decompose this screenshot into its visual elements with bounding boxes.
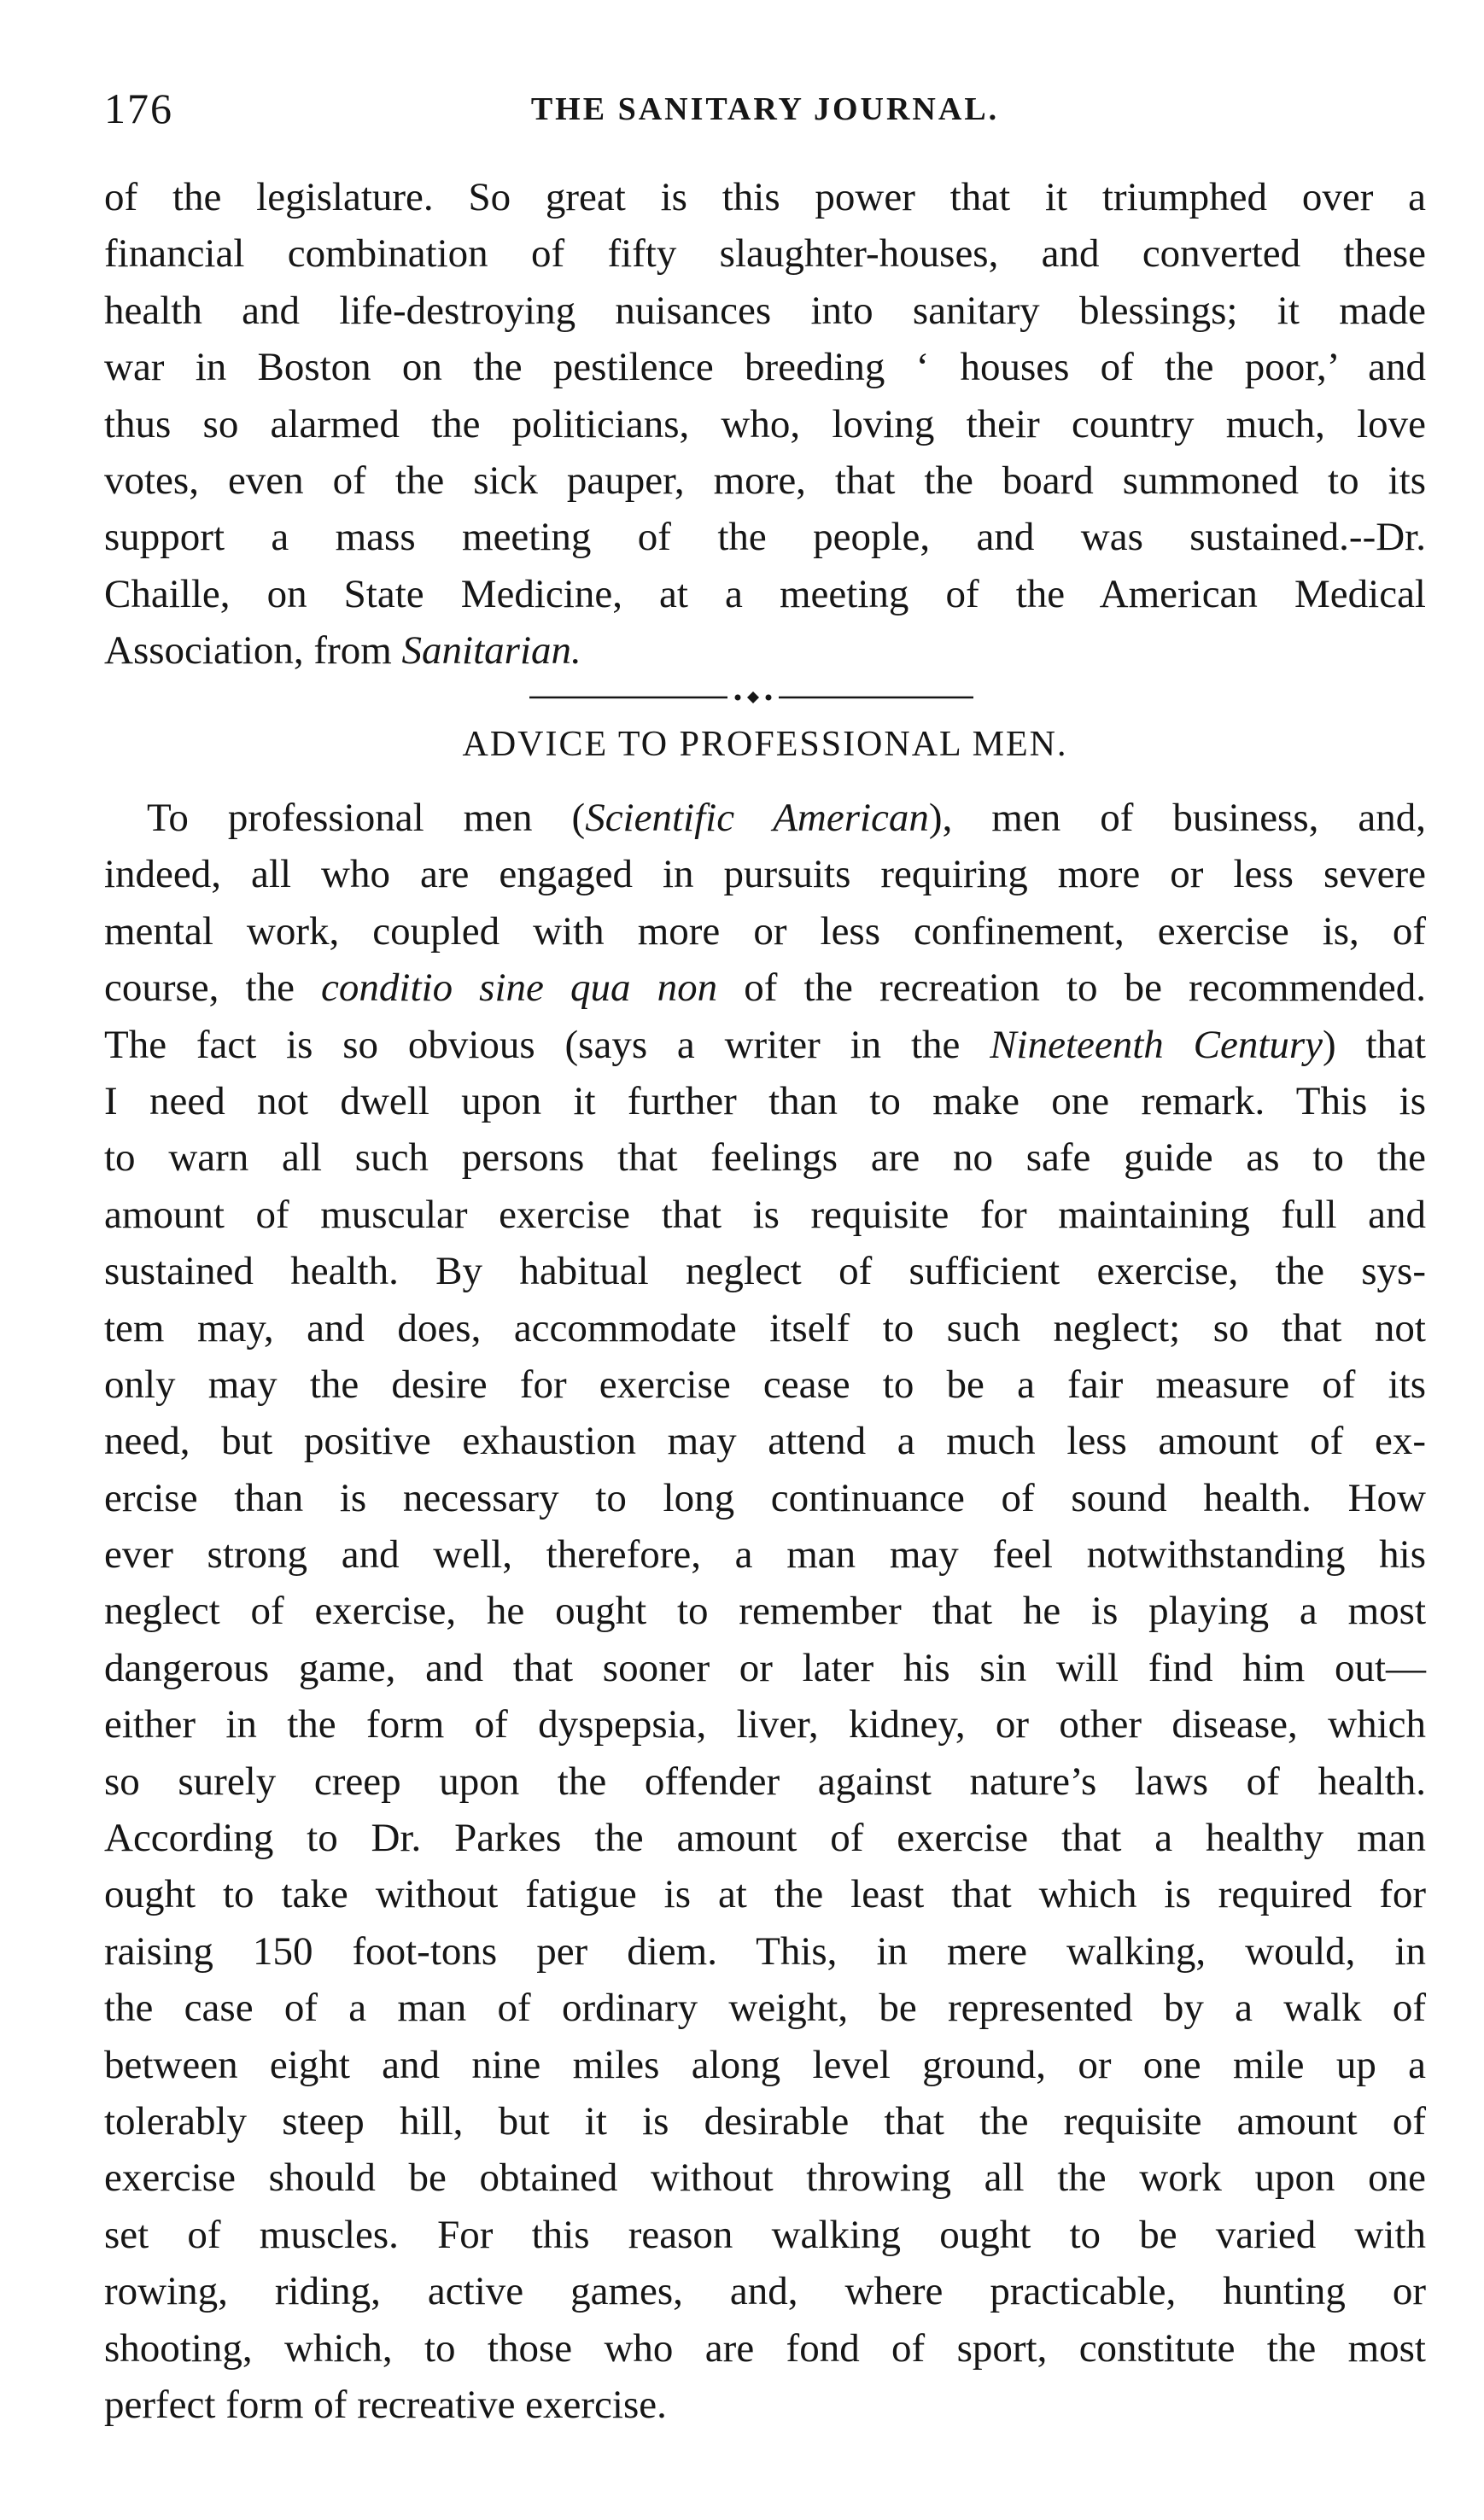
paragraph-line: To professional men (Scientific American), men of business, and, [147,796,1426,840]
paragraph-line: dangerous game, and that sooner or later his sin will find him out— [104,1645,1426,1690]
section-heading: ADVICE TO PROFESSIONAL MEN. [462,725,1068,764]
paragraph-line: ercise than is necessary to long continuance of sound health. How [104,1475,1426,1520]
paragraph-line: only may the desire for exercise cease to be a fair measure of its [104,1362,1426,1407]
publication-title: Nineteenth Century [990,1022,1323,1067]
paragraph-line: The fact is so obvious (says a writer in the Nineteenth Century) that [104,1022,1426,1067]
paragraph-line: indeed, all who are engaged in pursuits requiring more or less severe [104,852,1426,897]
source-title: Scientific American [585,796,929,840]
paragraph-line: thus so alarmed the politicians, who, loving their country much, love [104,401,1426,446]
paragraph-line: neglect of exercise, he ought to remember that he is playing a most [104,1589,1426,1634]
section-divider-ornament [529,690,973,705]
paragraph-line: of the legislature. So great is this power that it triumphed over a [104,175,1426,219]
paragraph-line: tem may, and does, accommodate itself to such neglect; so that not [104,1305,1426,1350]
paragraph-line: ought to take without fatigue is at the least that which is required for [104,1872,1426,1917]
paragraph-line: need, but positive exhaustion may attend a much less amount of ex- [104,1419,1426,1464]
paragraph-line: war in Boston on the pestilence breeding ‘ houses of the poor,’ and [104,345,1426,390]
continued-paragraph [104,169,1426,680]
paragraph-line: I need not dwell upon it further than to make one remark. This is [104,1078,1426,1123]
paragraph-line: between eight and nine miles along level ground, or one mile up a [104,2042,1426,2087]
paragraph-line: health and life-destroying nuisances into sanitary blessings; it made [104,288,1426,333]
paragraph-line: course, the conditio sine qua non of the recreation to be recommended. [104,965,1427,1011]
paragraph-line: exercise should be obtained without throwing all the work upon one [104,2155,1426,2201]
paragraph-line: so surely creep upon the offender against nature’s laws of health. [104,1759,1426,1804]
paragraph-line: According to Dr. Parkes the amount of exercise that a healthy man [104,1816,1426,1861]
journal-title: THE SANITARY JOURNAL. [530,91,1000,127]
paragraph-line: ever strong and well, therefore, a man may feel notwithstanding his [104,1532,1426,1578]
attribution-text: Association, from [104,628,402,674]
paragraph-line: amount of muscular exercise that is requisite for maintaining full and [104,1192,1426,1237]
paragraph-line: financial combination of fifty slaughter-houses, and converted these [104,231,1426,277]
paragraph-line: set of muscles. For this reason walking ought to be varied with [104,2212,1426,2257]
paragraph-line: support a mass meeting of the people, and was sustained.--Dr. [104,515,1426,560]
paragraph-line: to warn all such persons that feelings are no safe guide as to the [104,1135,1426,1181]
paragraph-line: the case of a man of ordinary weight, be represented by a walk of [104,1986,1426,2031]
paragraph-last-line [104,622,1426,679]
paragraph-line: shooting, which, to those who are fond of sport, constitute the most [104,2325,1426,2371]
paragraph-line: rowing, riding, active games, and, where practicable, hunting or [104,2269,1426,2314]
paragraph-line: sustained health. By habitual neglect of sufficient exercise, the sys- [104,1249,1426,1294]
article-body [104,790,1426,2433]
paragraph-last-line: perfect form of recreative exercise. [104,2382,667,2427]
paragraph-line: Chaille, on State Medicine, at a meeting of the American Medical [104,571,1426,616]
source-title: Sanitarian. [401,628,581,674]
paragraph-line: votes, even of the sick pauper, more, that the board summoned to its [104,458,1426,503]
page-number: 176 [104,85,173,132]
running-head [104,84,1426,135]
paragraph-line: mental work, coupled with more or less confinement, exercise is, of [104,908,1426,954]
paragraph-line: either in the form of dyspepsia, liver, kidney, or other disease, which [104,1702,1426,1747]
latin-phrase: conditio sine qua non [321,965,718,1011]
paragraph-line: tolerably steep hill, but it is desirable that the requisite amount of [104,2098,1426,2144]
paragraph-line: raising 150 foot-tons per diem. This, in mere walking, would, in [104,1928,1426,1974]
